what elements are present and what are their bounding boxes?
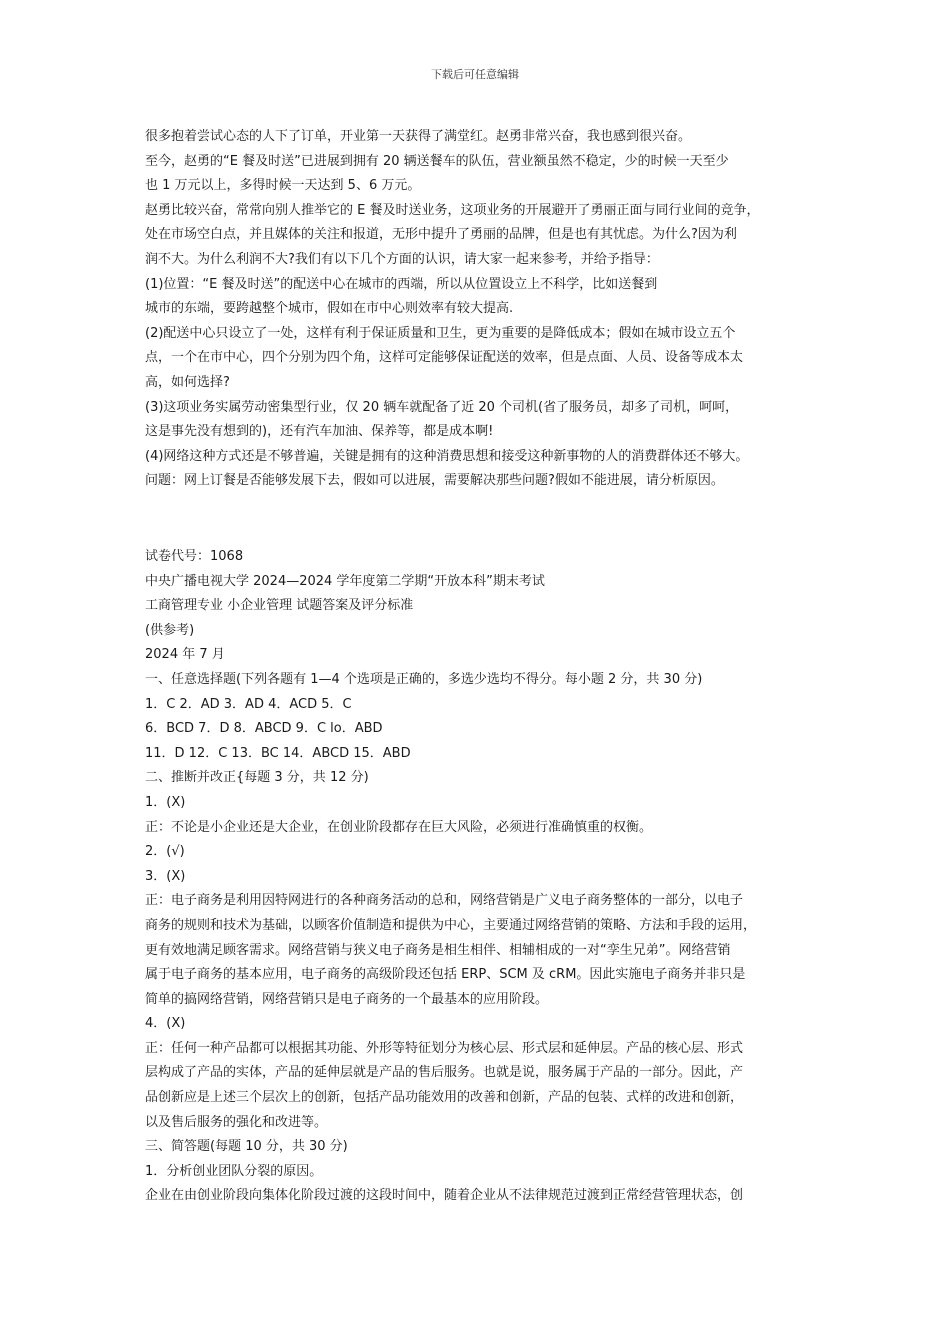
text-line: (3)这项业务实属劳动密集型行业，仅 20 辆车就配备了近 20 个司机(省了服务员，却多了司机，呵呵， (145, 399, 739, 415)
text-line: 以及售后服务的强化和改进等。 (145, 1114, 328, 1130)
text-line: 很多抱着尝试心态的人下了订单，开业第一天获得了满堂红。赵勇非常兴奋，我也感到很兴奋。 (145, 129, 692, 144)
text-line: 1．(X) (145, 794, 186, 810)
text-line: (1)位置：“E 餐及时送”的配送中心在城市的西端，所以从位置设立上不科学，比如送餐到 (145, 276, 658, 292)
text-line: 试卷代号：1068 (145, 549, 244, 564)
page-header: 下载后可任意编辑 (431, 68, 519, 81)
text-line: 工商管理专业 小企业管理 试题答案及评分标准 (145, 598, 414, 614)
text-line: 润不大。为什么利润不大?我们有以下几个方面的认识，请大家一起来参考，并给予指导： (145, 251, 659, 267)
text-line: 正：任何一种产品都可以根据其功能、外形等特征划分为核心层、形式层和延伸层。产品的核心层、形式 (145, 1040, 744, 1056)
text-line: 2024 年 7 月 (145, 647, 225, 663)
text-line: 赵勇比较兴奋，常常向别人推举它的 E 餐及时送业务，这项业务的开展避开了勇丽正面与同行业间的竞争， (145, 202, 760, 218)
text-line: (2)配送中心只设立了一处，这样有利于保证质量和卫生，更为重要的是降低成本；假如在城市设立五个 (145, 325, 736, 341)
text-line: 11．D 12．C 13．BC 14．ABCD 15．ABD (145, 745, 411, 761)
text-line: (供参考) (145, 622, 195, 638)
text-line: 1．C 2．AD 3．AD 4．ACD 5．C (145, 696, 352, 712)
text-line: 中央广播电视大学 2024—2024 学年度第二学期“开放本科”期末考试 (145, 573, 545, 589)
text-line: 高，如何选择? (145, 374, 230, 390)
case-study-section (145, 125, 817, 494)
text-line: 正：电子商务是利用因特网进行的各种商务活动的总和，网络营销是广义电子商务整体的一部分，以电子 (145, 893, 744, 909)
text-line: 企业在由创业阶段向集体化阶段过渡的这段时间中，随着企业从不法律规范过渡到正常经营管理状态，创 (145, 1188, 744, 1204)
text-line: 这是事先没有想到的)，还有汽车加油、保养等，都是成本啊! (145, 424, 494, 440)
text-line: 4．(X) (145, 1016, 186, 1032)
text-line: 层构成了产品的实体，产品的延伸层就是产品的售后服务。也就是说，服务属于产品的一部分。因此，产 (145, 1065, 744, 1081)
text-line: 二、推断并改正{每题 3 分，共 12 分) (145, 770, 369, 786)
text-line: 更有效地满足顾客需求。网络营销与狭义电子商务是相生相伴、相辅相成的一对“孪生兄弟”。网络营销 (145, 942, 731, 958)
text-line: 正：不论是小企业还是大企业，在创业阶段都存在巨大风险，必须进行准确慎重的权衡。 (145, 819, 653, 835)
exam-answer-section (145, 545, 817, 1209)
text-line: (4)网络这种方式还是不够普遍，关键是拥有的这种消费思想和接受这种新事物的人的消费群体还不够大。 (145, 448, 749, 464)
text-line: 点，一个在市中心，四个分别为四个角，这样可定能够保证配送的效率，但是点面、人员、设备等成本太 (145, 350, 744, 366)
text-line: 三、简答题(每题 10 分，共 30 分) (145, 1139, 348, 1155)
text-line: 3．(X) (145, 868, 186, 884)
text-line: 属于电子商务的基本应用，电子商务的高级阶段还包括 ERP、SCM 及 cRM。因此实施电子商务并非只是 (145, 967, 746, 983)
text-line: 处在市场空白点，并且媒体的关注和报道，无形中提升了勇丽的品牌，但是也有其忧虑。为什么?因为利 (145, 227, 737, 243)
text-line: 至今，赵勇的“E 餐及时送”已进展到拥有 20 辆送餐车的队伍，营业额虽然不稳定，少的时候一天至少 (145, 153, 729, 169)
text-line: 2．(√) (145, 844, 185, 860)
text-line: 品创新应是上述三个层次上的创新，包括产品功能效用的改善和创新，产品的包装、式样的改进和创新， (145, 1090, 744, 1106)
text-line: 简单的搞网络营销，网络营销只是电子商务的一个最基本的应用阶段。 (145, 991, 549, 1007)
text-line: 1．分析创业团队分裂的原因。 (145, 1163, 323, 1179)
text-line: 也 1 万元以上，多得时候一天达到 5、6 万元。 (145, 178, 421, 194)
text-line: 城市的东端，要跨越整个城市，假如在市中心则效率有较大提高. (145, 301, 514, 317)
text-line: 商务的规则和技术为基础，以顾客价值制造和提供为中心，主要通过网络营销的策略、方法和手段的运用， (145, 917, 757, 933)
text-line: 一、任意选择题(下列各题有 1—4 个选项是正确的，多选少选均不得分。每小题 2 分，共 30 分) (145, 671, 703, 687)
text-line: 6．BCD 7．D 8．ABCD 9．C lo．ABD (145, 721, 383, 737)
text-line: 问题：网上订餐是否能够发展下去，假如可以进展，需要解决那些问题?假如不能进展，请分析原因。 (145, 473, 724, 489)
